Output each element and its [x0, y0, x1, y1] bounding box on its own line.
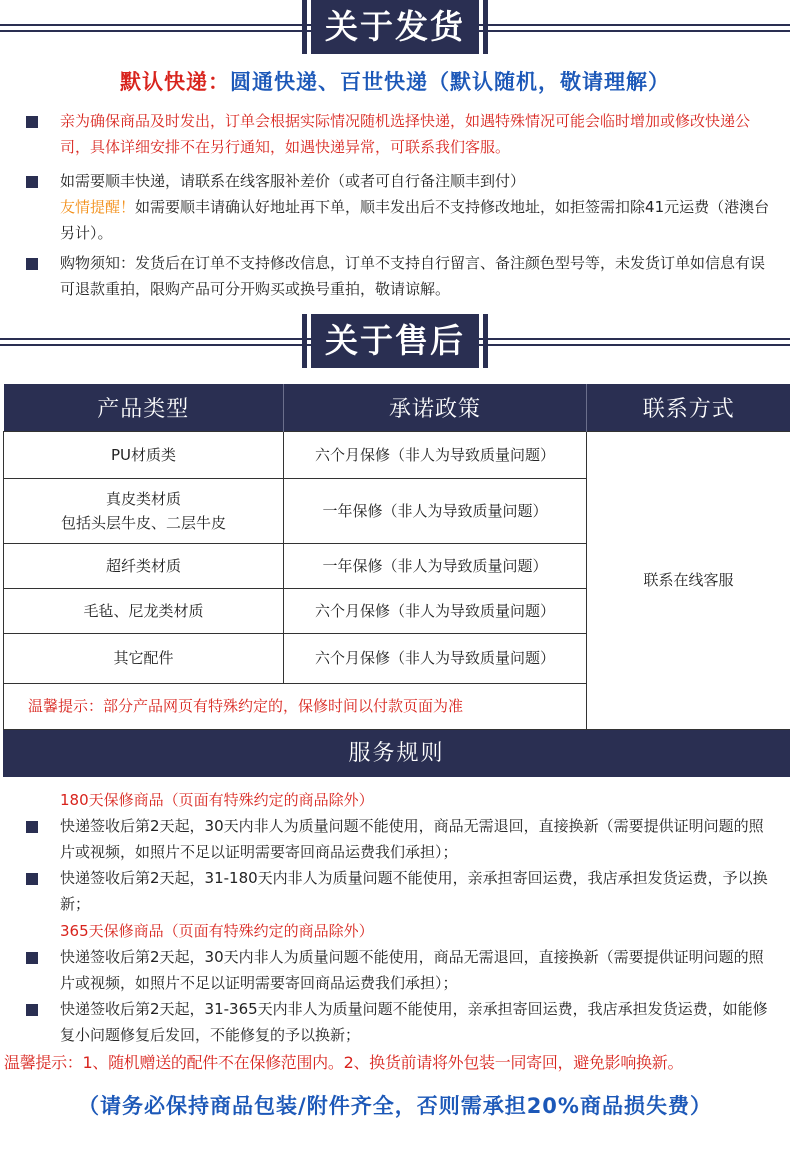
- shipping-notice-2: 如需要顺丰快递，请联系在线客服补差价（或者可自行备注顺丰到付） 友情提醒！如需要顺丰请确认好地址再下单，顺丰发出后不支持修改地址，如拒签需扣除41元运费（港澳台另计）。: [26, 168, 776, 246]
- product-type-cell: 其它配件: [4, 633, 284, 683]
- table-header-row: [4, 384, 790, 431]
- friendly-reminder-label: 友情提醒！: [60, 198, 136, 216]
- header-product-type: 产品类型: [4, 384, 284, 431]
- rule-180-2: 快递签收后第2天起，31-180天内非人为质量问题不能使用，亲承担寄回运费，我店承担发货运费，予以换新；: [26, 865, 776, 917]
- default-express-value: 圆通快递、百世快递（默认随机，敬请理解）: [230, 70, 670, 94]
- policy-cell: 六个月保修（非人为导致质量问题）: [284, 633, 587, 683]
- packaging-notice: （请务必保持商品包装/附件齐全，否则需承担20%商品损失费）: [78, 1094, 712, 1118]
- policy-cell: 一年保修（非人为导致质量问题）: [284, 543, 587, 588]
- contact-cell: 联系在线客服: [587, 431, 790, 729]
- shipping-notice-3: 购物须知：发货后在订单不支持修改信息，订单不支持自行留言、备注颜色型号等，未发货订单如信息有误可退款重拍，限购产品可分开购买或换号重拍，敬请谅解。: [26, 250, 776, 302]
- aftersale-banner: [0, 314, 790, 372]
- product-type-cell: 真皮类材质 包括头层牛皮、二层牛皮: [4, 478, 284, 543]
- rule-365-1: 快递签收后第2天起，30天内非人为质量问题不能使用，商品无需退回，直接换新（需要提供证明问题的照片或视频，如照片不足以证明需要寄回商品运费我们承担）；: [26, 944, 776, 996]
- shipping-title: 关于发货: [311, 0, 479, 54]
- bullet-square-icon: [26, 873, 38, 885]
- warranty-180-heading: 180天保修商品（页面有特殊约定的商品除外）: [60, 791, 374, 809]
- bullet-square-icon: [26, 116, 38, 128]
- warranty-table: [3, 384, 790, 730]
- shipping-notice-1: 亲为确保商品及时发出，订单会根据实际情况随机选择快递，如遇特殊情况可能会临时增加或修改快递公司，具体详细安排不在另行通知，如遇快递异常，可联系我们客服。: [26, 108, 776, 160]
- policy-cell: 六个月保修（非人为导致质量问题）: [284, 588, 587, 633]
- aftersale-warm-tip: 温馨提示：部分产品网页有特殊约定的，保修时间以付款页面为准: [4, 683, 587, 729]
- table-row: [4, 431, 790, 478]
- policy-cell: 六个月保修（非人为导致质量问题）: [284, 431, 587, 478]
- header-contact: 联系方式: [587, 384, 790, 431]
- service-rules-title: 服务规则: [3, 730, 790, 777]
- service-warm-tip: 温馨提示：1、随机赠送的配件不在保修范围内。2、换货前请将外包装一同寄回，避免影响换新。: [4, 1053, 684, 1072]
- warranty-365-heading: 365天保修商品（页面有特殊约定的商品除外）: [60, 922, 374, 940]
- bullet-square-icon: [26, 821, 38, 833]
- bullet-square-icon: [26, 258, 38, 270]
- default-express: [0, 66, 790, 96]
- header-policy: 承诺政策: [284, 384, 587, 431]
- bullet-square-icon: [26, 1004, 38, 1016]
- product-type-cell: 毛毡、尼龙类材质: [4, 588, 284, 633]
- policy-cell: 一年保修（非人为导致质量问题）: [284, 478, 587, 543]
- bullet-square-icon: [26, 952, 38, 964]
- aftersale-title: 关于售后: [311, 314, 479, 368]
- rule-180-1: 快递签收后第2天起，30天内非人为质量问题不能使用，商品无需退回，直接换新（需要提供证明问题的照片或视频，如照片不足以证明需要寄回商品运费我们承担）；: [26, 813, 776, 865]
- bullet-square-icon: [26, 176, 38, 188]
- product-type-cell: 超纤类材质: [4, 543, 284, 588]
- product-type-cell: PU材质类: [4, 431, 284, 478]
- rule-365-2: 快递签收后第2天起，31-365天内非人为质量问题不能使用，亲承担寄回运费，我店承担发货运费，如能修复小问题修复后发回，不能修复的予以换新；: [26, 996, 776, 1048]
- default-express-label: 默认快递：: [120, 70, 230, 94]
- shipping-banner: [0, 0, 790, 58]
